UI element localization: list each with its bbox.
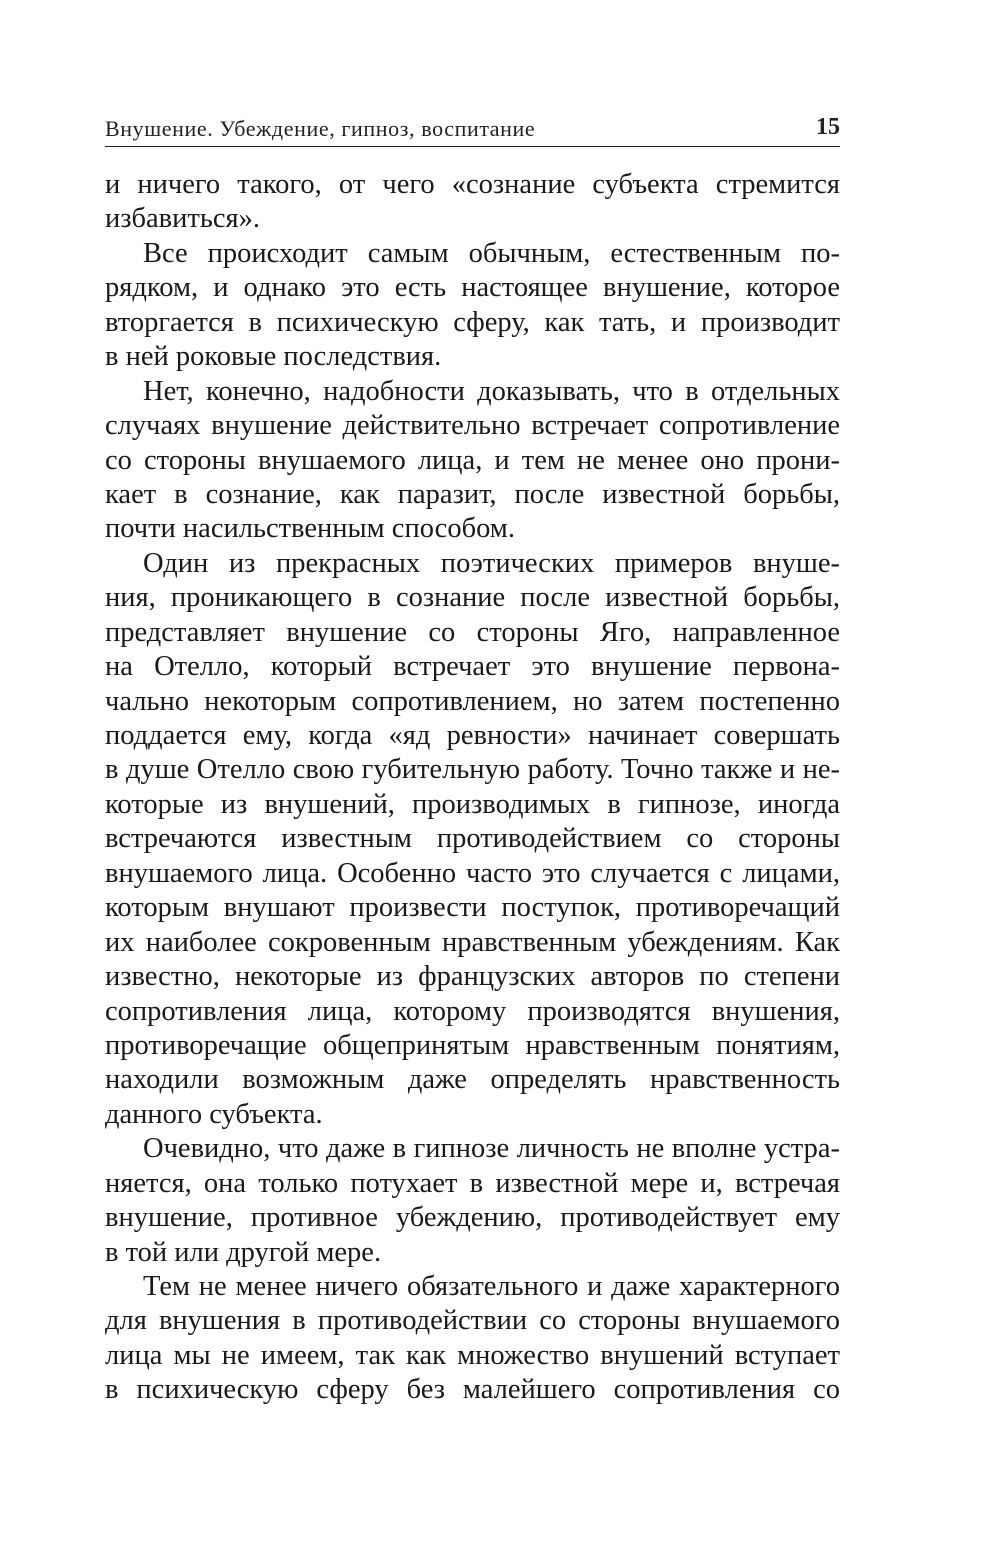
- text-line: поддается ему, когда «яд ревности» начинает совершать: [105, 720, 840, 751]
- text-line: на Отелло, который встречает это внушение первона-: [105, 651, 840, 683]
- text-line: вторгается в психическую сферу, как тать, и производит: [105, 306, 840, 338]
- text-line: для внушения в противодействии со стороны внушаемого: [105, 1305, 840, 1337]
- running-title: Внушение. Убеждение, гипноз, воспитание: [105, 116, 536, 141]
- text-line: известно, некоторые из французских авторов по степени: [105, 961, 840, 993]
- running-header: [105, 110, 840, 147]
- page-number: 15: [816, 114, 840, 140]
- text-line: в душе Отелло свою губительную работу. Точно также и не-: [105, 754, 840, 786]
- text-line: противоречащие общепринятым нравственным понятиям,: [105, 1029, 840, 1061]
- text-line: внушаемого лица. Особенно часто это случается с лицами,: [105, 857, 840, 889]
- text-line: почти насильственным способом.: [105, 513, 515, 545]
- paragraph-first-line: Нет, конечно, надобности доказывать, что в отдельных: [143, 375, 840, 407]
- text-line: встречаются известным противодействием со стороны: [105, 823, 840, 855]
- text-line: избавиться».: [105, 203, 260, 235]
- text-line: их наиболее сокровенным нравственным убеждениям. Как: [105, 926, 840, 958]
- text-line: представляет внушение со стороны Яго, направленное: [105, 616, 840, 648]
- text-line: ния, проникающего в сознание после известной борьбы,: [105, 582, 840, 614]
- text-line: со стороны внушаемого лица, и тем не менее оно прони-: [105, 444, 840, 476]
- text-line: в психическую сферу без малейшего сопротивления со: [105, 1374, 840, 1406]
- paragraph-first-line: Все происходит самым обычным, естественным по-: [143, 237, 840, 269]
- text-line: данного субъекта.: [105, 1098, 323, 1130]
- text-line: случаях внушение действительно встречает сопротивление: [105, 410, 840, 442]
- text-line: в той или другой мере.: [105, 1236, 382, 1268]
- text-line: внушение, противное убеждению, противодействует ему: [105, 1202, 840, 1234]
- text-line: которые из внушений, производимых в гипнозе, иногда: [105, 788, 840, 820]
- text-line: которым внушают произвести поступок, противоречащий: [105, 892, 840, 924]
- text-line: рядком, и однако это есть настоящее внушение, которое: [105, 272, 840, 304]
- text-line: и ничего такого, от чего «сознание субъекта стремится: [105, 169, 840, 200]
- text-line: лица мы не имеем, так как множество внушений вступает: [105, 1339, 840, 1371]
- text-line: кает в сознание, как паразит, после известной борьбы,: [105, 478, 840, 510]
- text-line: в ней роковые последствия.: [105, 341, 442, 373]
- paragraph-first-line: Тем не менее ничего обязательного и даже характерного: [143, 1271, 840, 1302]
- text-line: сопротивления лица, которому производятся внушения,: [105, 995, 840, 1027]
- body-text: [105, 168, 840, 1408]
- paragraph-first-line: Очевидно, что даже в гипнозе личность не вполне устра-: [143, 1133, 840, 1165]
- text-line: находили возможным даже определять нравственность: [105, 1064, 840, 1096]
- paragraph-first-line: Один из прекрасных поэтических примеров внуше-: [143, 547, 840, 579]
- text-line: чально некоторым сопротивлением, но затем постепенно: [105, 685, 840, 717]
- text-line: няется, она только потухает в известной мере и, встречая: [105, 1167, 840, 1199]
